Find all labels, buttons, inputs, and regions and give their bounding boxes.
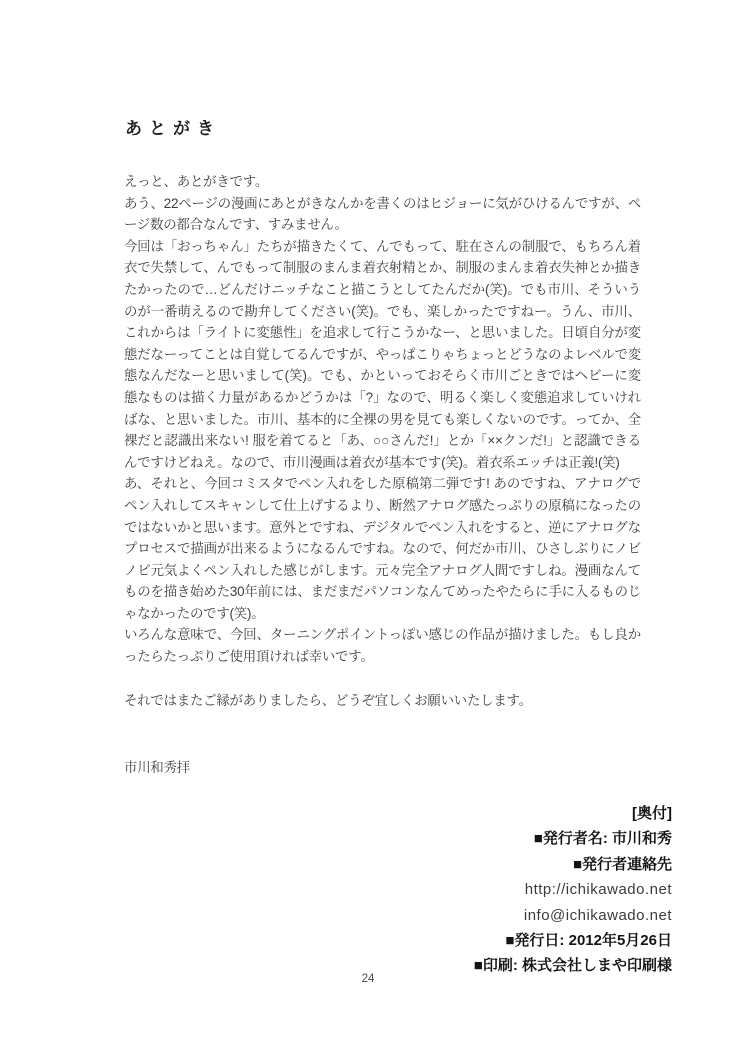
signature: 市川和秀拝 bbox=[124, 760, 190, 776]
paragraph-theme: 今回は「おっちゃん」たちが描きたくて、んでもって、駐在さんの制服で、もちろん着衣で失禁して、んでもって制服のまんま着衣射精とか、制服のまんま着衣失神とか描きたかったので…どんだけニッチなこと描こうとしてたんだか(笑)。でも市川、そういうのが一番萌えるので勘弁してください(笑)。でも、楽しかったですねー。うん、市川、これからは「ライトに変態性」を追求して行こうかなー、と思いました。日頃自分が変態だなーってことは自覚してるんですが、やっぱこりゃちょっとどうなのよレベルで変態なんだなーと思いまして(笑)。でも、かといっておそらく市川ごときではヘビーに変態なものは描く力量があるかどうかは「?」なので、明るく楽しく変態追求していければな、と思いました。市川、基本的に全裸の男を見ても楽しくないのです。ってか、全裸だと認識出来ない! 服を着てると「あ、○○さんだ!」とか「××クンだ!」と認識できるんですけどねえ。なので、市川漫画は着衣が基本です(笑)。着衣系エッチは正義!(笑) bbox=[124, 238, 641, 470]
colophon-website-url: http://ichikawado.net bbox=[524, 881, 672, 899]
colophon-heading: [奥付] bbox=[632, 805, 672, 822]
colophon-printer: ■印刷: 株式会社しまや印刷様 bbox=[473, 957, 672, 975]
paragraph-turning-point: いろんな意味で、今回、ターニングポイントっぽい感じの作品が描けました。もし良かったらたっぷりご使用頂ければ幸いです。 bbox=[124, 627, 641, 665]
colophon-publish-date: ■発行日: 2012年5月26日 bbox=[505, 932, 672, 950]
colophon-contact-label: ■発行者連絡先 bbox=[572, 855, 672, 873]
page-title: あとがき bbox=[125, 119, 221, 138]
closing-line: それではまたご縁がありましたら、どうぞ宜しくお願いいたします。 bbox=[124, 692, 532, 708]
colophon bbox=[474, 801, 672, 979]
colophon-publisher-name: ■発行者名: 市川和秀 bbox=[533, 830, 672, 848]
paragraph-digital-inking: あ、それと、今回コミスタでペン入れをした原稿第二弾です! あのですね、アナログでペン入れしてスキャンして仕上げするより、断然アナログ感たっぷりの原稿になったのではないかと思います。意外とですね、デジタルでペン入れをすると、逆にアナログなプロセスで描画が出来るようになるんですね。なので、何だか市川、ひさしぶりにノビノビ元気よくペン入れした感じがします。元々完全アナログ人間ですしね。漫画なんてものを描き始めた30年前には、まだまだパソコンなんてめったやたらに手に入るものじゃなかったのです(笑)。 bbox=[124, 476, 641, 621]
paragraph-apology: あう、22ページの漫画にあとがきなんかを書くのはヒジョーに気がひけるんですが、ページ数の都合なんです、すみません。 bbox=[124, 195, 641, 233]
afterword-body bbox=[124, 171, 641, 779]
page-number: 24 bbox=[361, 973, 375, 985]
colophon-email-address: info@ichikawado.net bbox=[523, 906, 672, 924]
paragraph-intro: えっと、あとがきです。 bbox=[124, 174, 269, 189]
